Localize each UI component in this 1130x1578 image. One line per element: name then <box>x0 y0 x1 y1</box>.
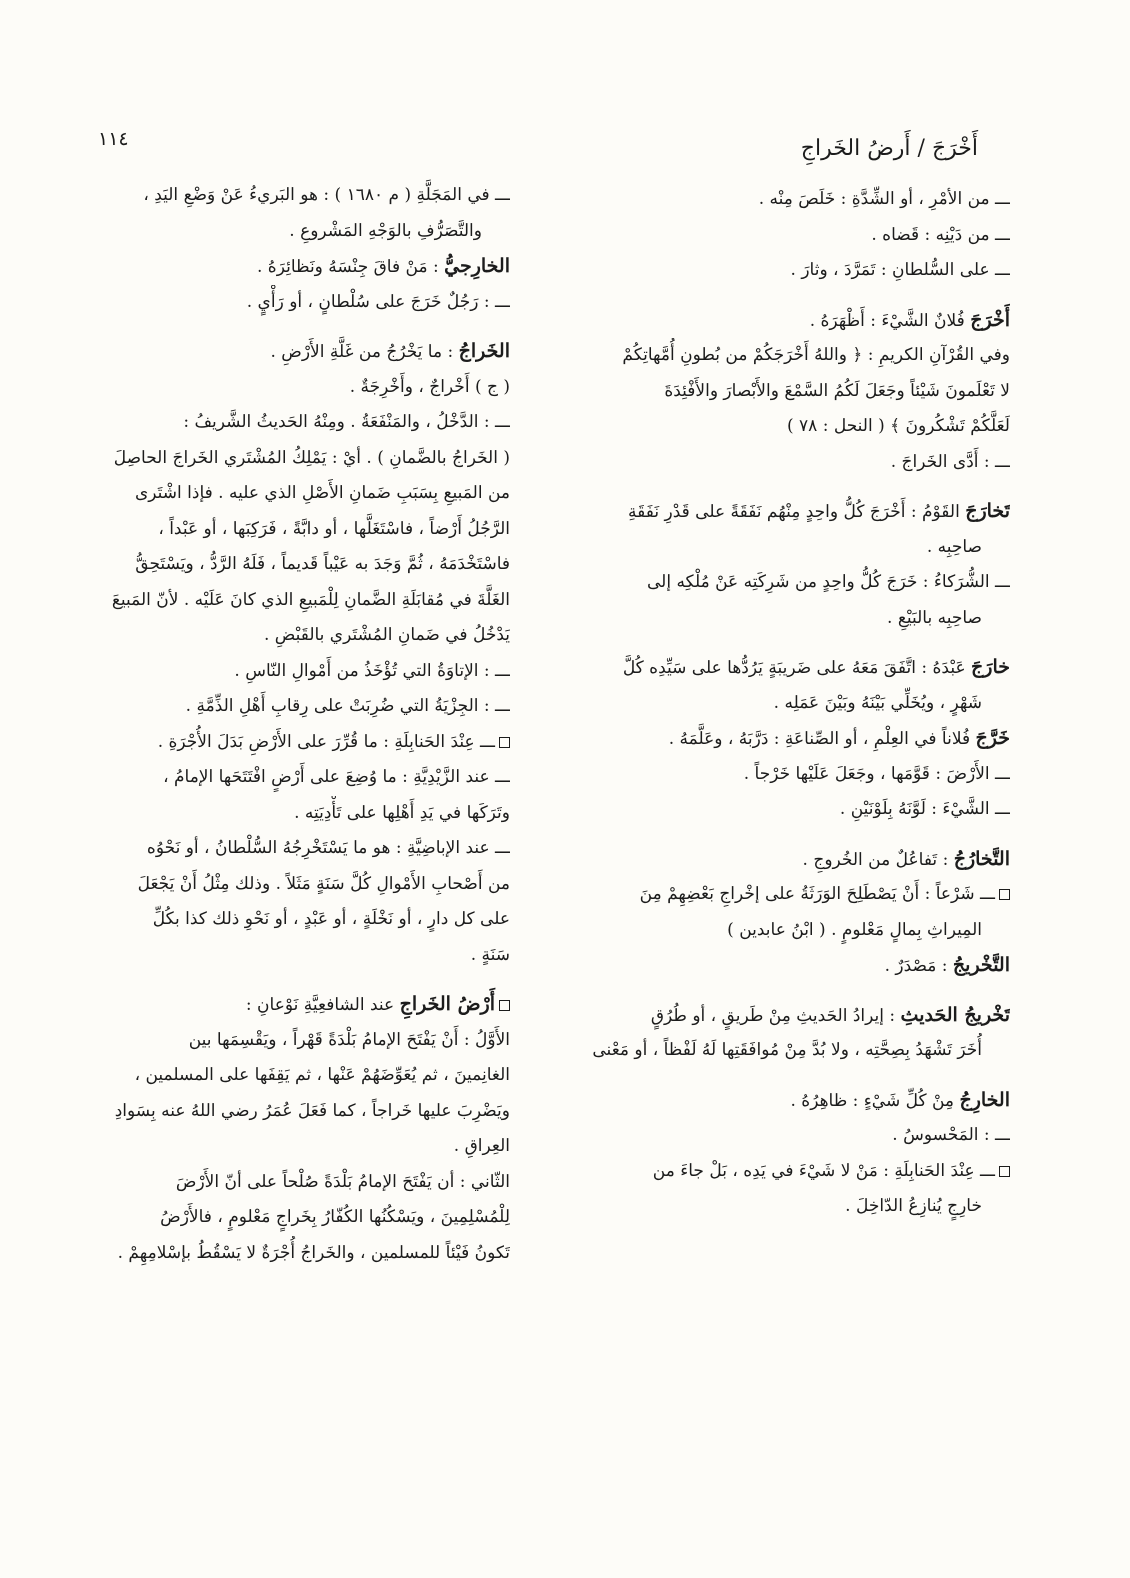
left-column <box>62 178 510 1271</box>
definition-text: صاحِبِه بالبَيْعِ . <box>887 607 982 628</box>
text-line <box>62 618 510 654</box>
text-line <box>62 512 510 548</box>
text-line <box>62 583 510 619</box>
text-line <box>62 405 510 441</box>
definition-text: مِنْ كُلِّ شَيْءٍ : ظاهِرُهُ . <box>790 1090 960 1111</box>
definition-text: : مَنْ فاقَ جِنْسَهُ ونَظائِرَهُ . <box>257 257 445 277</box>
entry-spacer <box>553 289 1010 303</box>
text-line <box>553 686 1010 722</box>
entry-spacer <box>553 984 1010 998</box>
definition-text: من أَصْحابِ الأَمْوالِ كُلَّ سَنَةٍ مَثَلاً . وذلك مِثْلُ أَنْ يَجْعَلَ <box>137 873 510 894</box>
headword: أَخْرَجَ <box>970 308 1010 331</box>
text-line <box>553 1118 1010 1154</box>
text-line <box>553 303 1010 339</box>
text-line <box>62 1165 510 1201</box>
text-line <box>553 1189 1010 1225</box>
definition-text: : تَفاعُلٌ من الخُروجِ . <box>802 849 954 870</box>
headword: تَخارَجَ <box>965 500 1010 522</box>
definition-text: تَكونُ فَيْئاً للمسلمين ، والخَراجُ أُجْرَةٌ لا يَسْقُطُ بإسْلامِهِمْ . <box>117 1242 510 1263</box>
text-line <box>62 1094 510 1130</box>
definition-text: والتَّصَرُّفِ بالوَجْهِ المَشْروعِ . <box>289 220 482 241</box>
text-line <box>62 689 510 725</box>
text-line <box>62 725 510 761</box>
definition-text: الغَلَّةَ في مُقابَلَةِ الضَّمانِ لِلْمَبيعِ الذي كانَ عَلَيْه . لأنّ المَبيعَ <box>111 589 510 610</box>
text-line <box>553 374 1010 410</box>
text-line <box>62 1236 510 1272</box>
text-line <box>553 1083 1010 1119</box>
definition-text: : إيرادُ الحَديثِ مِنْ طَريقٍ ، أو طُرُقٍ <box>650 1005 901 1026</box>
entry-spacer <box>553 828 1010 842</box>
definition-text: خارِجٍ يُنازِعُ الدّاخِلَ . <box>845 1196 982 1216</box>
definition-text: ـــ من الأمْرِ ، أو الشِّدَّةِ : خَلَصَ مِنْه . <box>758 189 1010 209</box>
definition-text: العِراقِ . <box>453 1136 510 1156</box>
definition-text: ـــ عِنْدَ الحَنابِلَةِ : ما قُرِّرَ على الأَرْضِ بَدَلَ الأُجْرَةِ . <box>157 731 495 752</box>
definition-text: من المَبيعِ بِسَبَبِ ضَمانِ الأَصْلِ الذي عليه . فإذا اشْتَرى <box>134 483 510 503</box>
definition-text: المِيراثِ بِمالٍ مَعْلومٍ . ( ابْنُ عابدين ) <box>727 919 982 940</box>
definition-text: وفي القُرْآنِ الكريمِ : ﴿ واللهُ أَخْرَجَكُمْ من بُطونِ أُمَّهاتِكُمْ <box>622 345 1010 365</box>
definition-text: على كل دارٍ ، أو نَخْلَةٍ ، أو عَبْدٍ ، أو نَحْوِ ذلك كذا بكُلِّ <box>152 909 510 929</box>
text-line <box>553 721 1010 757</box>
definition-text: الأَوَّلُ : أَنْ يَفْتَحَ الإمامُ بَلْدَةً قَهْراً ، ويَقْسِمَها بين <box>188 1029 510 1050</box>
right-column <box>553 182 1010 1225</box>
text-line <box>62 796 510 832</box>
text-line <box>62 654 510 690</box>
definition-text: ـــ على السُّلطانِ : تَمَرَّدَ ، وثارَ . <box>790 260 1010 280</box>
text-line <box>553 998 1010 1034</box>
definition-text: ـــ : رَجُلٌ خَرَجَ على سُلْطانٍ ، أو رَأْيٍ . <box>246 291 510 312</box>
headword: الخارِجُ <box>959 1088 1010 1111</box>
definition-text: ـــ : أَدَّى الخَراجَ . <box>890 451 1010 472</box>
text-line <box>553 253 1010 289</box>
text-line <box>62 1129 510 1165</box>
headword: خارَجَ <box>971 656 1010 678</box>
text-line <box>553 757 1010 793</box>
page-number: ١١٤ <box>98 128 129 150</box>
square-bullet-icon <box>999 889 1010 900</box>
text-line <box>553 494 1010 530</box>
text-line <box>62 370 510 406</box>
headword: الخَراجُ <box>458 340 510 362</box>
definition-text: لَعَلَّكُمْ تَشْكُرونَ ﴾ ( النحل : ٧٨ ) <box>786 416 1010 436</box>
text-line <box>553 601 1010 637</box>
text-line <box>62 760 510 796</box>
definition-text: وتَرَكَها في يَدِ أَهْلِها على تَأْدِيَتِه . <box>294 802 510 823</box>
text-line <box>553 182 1010 218</box>
text-line <box>553 565 1010 601</box>
text-line <box>62 1200 510 1236</box>
definition-text: فاسْتَخْدَمَهُ ، ثُمَّ وَجَدَ به عَيْباً قَديماً ، فَلَهُ الرَّدُّ ، ويَسْتَحِقُّ <box>135 554 510 574</box>
text-line <box>553 877 1010 913</box>
square-bullet-icon <box>499 737 510 748</box>
text-line <box>553 792 1010 828</box>
definition-text: ـــ شَرْعاً : أَنْ يَصْطَلِحَ الوَرَثَةُ على إخْراجِ بَعْضِهِمْ مِنَ <box>639 884 995 904</box>
headword: الخارِجيُّ <box>444 255 510 277</box>
definition-text: ـــ عند الإباضِيَّةِ : هو ما يَسْتَخْرِجُهُ السُّلْطانُ ، أو نَحْوُه <box>146 838 510 858</box>
definition-text: : ما يَخْرُجُ من غَلَّةِ الأَرْضِ . <box>270 342 459 362</box>
definition-text: الثّاني : أن يَفْتَحَ الإمامُ بَلْدَةً صُلْحاً على أنّ الأَرْضَ <box>175 1171 510 1192</box>
entry-spacer <box>553 1069 1010 1083</box>
headword: أَرْضُ الخَراجِ <box>399 993 495 1015</box>
definition-text: ـــ في المَجَلَّةِ ( م ١٦٨٠ ) : هو البَريءُ عَنْ وَضْعِ اليَدِ ، <box>143 185 510 205</box>
text-line <box>62 178 510 214</box>
text-line <box>62 249 510 285</box>
text-line <box>553 530 1010 566</box>
definition-text: : مَصْدَرٌ . <box>884 956 953 976</box>
entry-spacer <box>553 480 1010 494</box>
text-line <box>553 650 1010 686</box>
entry-spacer <box>62 320 510 334</box>
definition-text: أُخَرَ تَشْهَدُ بِصِحَّتِه ، ولا بُدَّ مِنْ مُوافَقَتِها لَهُ لَفْظاً ، أو مَعْنى <box>592 1040 982 1060</box>
text-line <box>62 441 510 477</box>
text-line <box>553 1154 1010 1190</box>
definition-text: عَبْدَهُ : اتَّفَقَ مَعَهُ على ضَريبَةٍ يَرُدُّها على سَيِّدِه كُلَّ <box>622 658 972 678</box>
text-line <box>62 476 510 512</box>
definition-text: الرَّجُلُ أَرْضاً ، فاسْتَغَلَّها ، أو دابَّةً ، فَرَكِبَها ، أو عَبْداً ، <box>158 518 510 539</box>
text-line <box>553 409 1010 445</box>
definition-text: شَهْرٍ ، ويُخَلِّي بَيْنَهُ وبَيْنَ عَمَلِه . <box>773 692 982 713</box>
text-line <box>553 218 1010 254</box>
text-line <box>62 938 510 974</box>
definition-text: ـــ من دَيْنِه : قَضاه . <box>871 224 1010 245</box>
text-line <box>62 831 510 867</box>
entry-spacer <box>62 973 510 987</box>
text-line <box>553 948 1010 984</box>
entry-spacer <box>553 636 1010 650</box>
definition-text: ويَضْرِبَ عليها خَراجاً ، كما فَعَلَ عُمَرُ رضي اللهُ عنه بِسَوادِ <box>114 1100 510 1121</box>
definition-text: ـــ الشَّيْءَ : لَوَّنَهُ بِلَوْنَيْنِ . <box>839 799 1010 819</box>
text-line <box>62 902 510 938</box>
definition-text: يَدْخُلُ في ضَمانِ المُشْتَري بالقَبْضِ . <box>263 625 510 645</box>
text-line <box>553 913 1010 949</box>
square-bullet-icon <box>499 1000 510 1011</box>
definition-text: ـــ عند الزَّيْدِيَّةِ : ما وُضِعَ على أَرْضٍ افْتَتَحَها الإمامُ ، <box>163 767 510 787</box>
definition-text: الغانِمينَ ، ثم يُعَوِّضَهُمْ عَنْها ، ثم يَقِفَها على المسلمين ، <box>134 1065 510 1085</box>
headword: التَّخْريجُ <box>952 954 1010 976</box>
text-line <box>62 214 510 250</box>
definition-text: عند الشافعِيَّةِ نَوْعانِ : <box>245 995 400 1015</box>
text-line <box>62 285 510 321</box>
text-line <box>62 1023 510 1059</box>
running-header: أَخْرَجَ / أَرضُ الخَراجِ <box>800 136 978 161</box>
headword: خَرَّجَ <box>975 727 1010 749</box>
definition-text: فُلانٌ الشَّيْءَ : أَظْهَرَهُ . <box>809 310 971 331</box>
text-line <box>62 547 510 583</box>
headword: التَّخارُجُ <box>953 847 1010 870</box>
text-line <box>62 1058 510 1094</box>
definition-text: صاحِبِه . <box>926 536 982 557</box>
definition-text: القَوْمُ : أَخْرَجَ كُلُّ واحِدٍ مِنْهُم نَفَقَةً على قَدْرِ نَفَقَةِ <box>628 502 966 522</box>
square-bullet-icon <box>999 1166 1010 1177</box>
text-line <box>553 445 1010 481</box>
definition-text: ـــ عِنْدَ الحَنابِلَةِ : مَنْ لا شَيْءَ في يَدِه ، بَلْ جاءَ من <box>652 1160 995 1181</box>
text-line <box>62 334 510 370</box>
definition-text: فُلاناً في العِلْمِ ، أو الصِّناعَةِ : دَرَّبَهُ ، وعَلَّمَهُ . <box>668 729 976 749</box>
text-line <box>553 842 1010 878</box>
text-line <box>553 338 1010 374</box>
definition-text: ـــ : الجِزْيَةُ التي ضُرِبَتْ على رِقابِ أَهْلِ الذِّمَّةِ . <box>185 696 510 716</box>
definition-text: سَنَةٍ . <box>470 944 510 965</box>
definition-text: ـــ الشُّرَكاءُ : خَرَجَ كُلُّ واحِدٍ من شَرِكَتِه عَنْ مُلْكِه إلى <box>646 572 1010 592</box>
text-line <box>62 867 510 903</box>
definition-text: ـــ : الإتاوَةُ التي تُؤْخَذُ من أَمْوالِ النّاسِ . <box>234 660 510 681</box>
text-line <box>553 1033 1010 1069</box>
definition-text: ـــ : المَحْسوسُ . <box>892 1125 1010 1145</box>
headword: تَخْريجُ الحَديثِ <box>900 1003 1010 1026</box>
text-line <box>62 987 510 1023</box>
definition-text: ـــ الأَرْضَ : قَوَّمَها ، وجَعَلَ عَلَيْها خَرْجاً . <box>743 763 1010 784</box>
definition-text: لا تَعْلَمونَ شَيْئاً وجَعَلَ لَكُمُ السَّمْعَ والأَبْصارَ والأَفْئِدَةَ <box>664 380 1010 401</box>
definition-text: ( ج ) أَخْراجٌ ، وأَخْرِجَةٌ . <box>349 376 510 397</box>
definition-text: ـــ : الدَّخْلُ ، والمَنْفَعَةُ . ومِنْهُ الحَديثُ الشَّريفُ : <box>183 412 510 432</box>
definition-text: لِلْمُسْلِمِينَ ، ويَسْكُنُها الكُفّارُ بِخَراجٍ مَعْلومٍ ، فالأَرْضُ <box>160 1207 510 1227</box>
definition-text: ( الخَراجُ بالضَّمانِ ) . أيْ : يَمْلِكُ المُشْتَري الخَراجَ الحاصِلَ <box>113 447 510 468</box>
